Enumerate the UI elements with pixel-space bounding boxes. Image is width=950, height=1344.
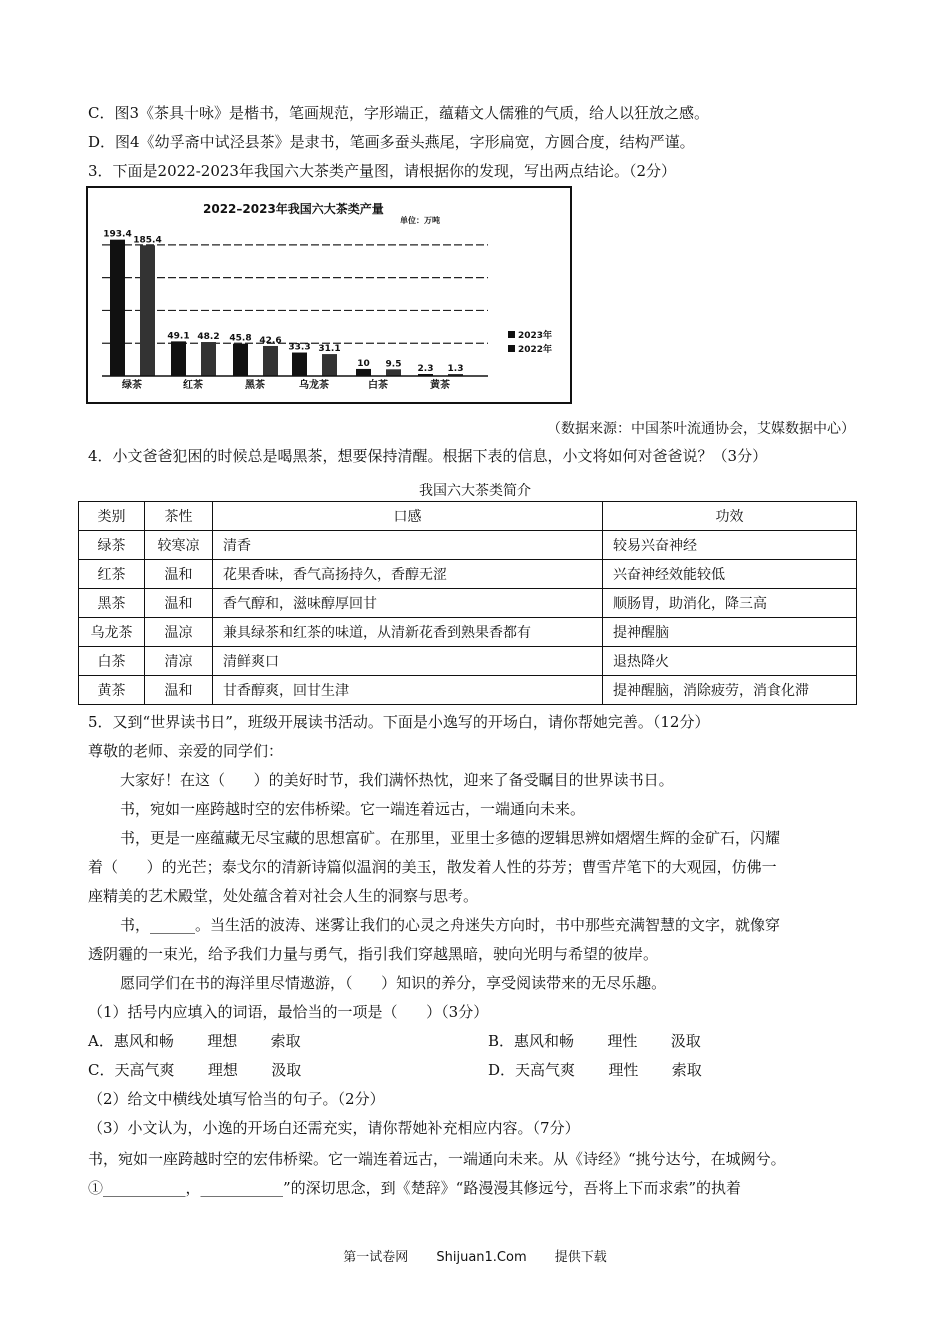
cell-taste: 兼具绿茶和红茶的味道，从清新花香到熟果香都有 bbox=[213, 618, 603, 647]
paragraph-3a: 书，更是一座蕴藏无尽宝藏的思想富矿。在那里，亚里士多德的逻辑思辨如熠熠生辉的金矿石，闪耀 bbox=[120, 829, 781, 847]
extension-line-1: 书，宛如一座跨越时空的宏伟桥梁。它一端连着远古，一端通向未来。从《诗经》“挑兮达兮，在城阙兮。 bbox=[88, 1150, 786, 1168]
legend-label: 2022年 bbox=[518, 345, 553, 355]
data-label: 33.3 bbox=[288, 342, 311, 353]
question-5: 5．又到“世界读书日”，班级开展读书活动。下面是小逸写的开场白，请你帮她完善。（12分） bbox=[88, 713, 710, 731]
data-label: 193.4 bbox=[103, 229, 132, 240]
paragraph-3b: 着（ ）的光芒；泰戈尔的清新诗篇似温润的美玉，散发着人性的芬芳；曹雪芹笔下的大观园，仿佛一 bbox=[88, 858, 777, 876]
extension-line-2: ①___________，___________”的深切思念，到《楚辞》“路漫漫其修远兮，吾将上下而求索”的执着 bbox=[88, 1179, 742, 1197]
bar-2023 bbox=[292, 353, 307, 376]
bar-2022 bbox=[322, 354, 337, 376]
question-3: 3．下面是2022-2023年我国六大茶类产量图，请根据你的发现，写出两点结论。（2分） bbox=[88, 162, 677, 180]
tea-production-chart bbox=[86, 186, 572, 404]
data-source: （数据来源：中国茶叶流通协会，艾媒数据中心） bbox=[547, 421, 855, 437]
category-label: 黄茶 bbox=[430, 380, 450, 391]
cell-effect: 退热降火 bbox=[603, 647, 857, 676]
cell-effect: 较易兴奋神经 bbox=[603, 531, 857, 560]
data-label: 49.1 bbox=[167, 331, 190, 342]
table-row bbox=[79, 676, 857, 705]
header-nature: 茶性 bbox=[145, 502, 213, 531]
page-footer bbox=[0, 1246, 950, 1265]
paragraph-3c: 座精美的艺术殿堂，处处蕴含着对社会人生的洞察与思考。 bbox=[88, 887, 479, 905]
category-label: 乌龙茶 bbox=[299, 380, 329, 391]
cell-taste: 香气醇和，滋味醇厚回甘 bbox=[213, 589, 603, 618]
paragraph-2: 书，宛如一座跨越时空的宏伟桥梁。它一端连着远古，一端通向未来。 bbox=[120, 800, 586, 818]
cell-nature: 温和 bbox=[145, 676, 213, 705]
data-label: 42.6 bbox=[259, 335, 282, 346]
category-label: 红茶 bbox=[183, 380, 203, 391]
table-row bbox=[79, 647, 857, 676]
option-d-text: D．图4《幼孚斋中试泾县茶》是隶书，笔画多蚕头燕尾，字形扁宽，方圆合度，结构严谨。 bbox=[88, 133, 695, 151]
sub-question-1: （1）括号内应填入的词语，最恰当的一项是（ ）（3分） bbox=[88, 1003, 489, 1021]
paragraph-5: 愿同学们在书的海洋里尽情遨游，（ ）知识的养分，享受阅读带来的无尽乐趣。 bbox=[120, 974, 667, 992]
table-row bbox=[79, 618, 857, 647]
table-header-row bbox=[79, 502, 857, 531]
option-c: C．天高气爽 理想 汲取 bbox=[88, 1061, 302, 1079]
table-row bbox=[79, 560, 857, 589]
table-row bbox=[79, 589, 857, 618]
paragraph-4a: 书，______。当生活的波涛、迷雾让我们的心灵之舟迷失方向时，书中那些充满智慧的文字，就像穿 bbox=[120, 916, 781, 934]
cell-category: 黄茶 bbox=[79, 676, 145, 705]
bar-2023 bbox=[171, 341, 186, 376]
bar-2023 bbox=[110, 240, 125, 376]
cell-taste: 花果香味，香气高扬持久，香醇无涩 bbox=[213, 560, 603, 589]
category-label: 绿茶 bbox=[122, 380, 142, 391]
cell-category: 黑茶 bbox=[79, 589, 145, 618]
cell-category: 绿茶 bbox=[79, 531, 145, 560]
option-d: D．天高气爽 理性 索取 bbox=[488, 1061, 702, 1079]
cell-taste: 清鲜爽口 bbox=[213, 647, 603, 676]
category-label: 黑茶 bbox=[245, 380, 265, 391]
sub-question-3: （3）小文认为，小逸的开场白还需充实，请你帮她补充相应内容。（7分） bbox=[88, 1119, 580, 1137]
data-label: 45.8 bbox=[229, 333, 252, 344]
tea-info-table bbox=[78, 501, 857, 705]
cell-category: 白茶 bbox=[79, 647, 145, 676]
header-category: 类别 bbox=[79, 502, 145, 531]
table-title: 我国六大茶类简介 bbox=[419, 483, 531, 499]
data-label: 10 bbox=[357, 358, 370, 369]
data-label: 31.1 bbox=[318, 344, 341, 355]
header-taste: 口感 bbox=[213, 502, 603, 531]
data-label: 2.3 bbox=[417, 364, 434, 374]
paragraph-1: 大家好！在这（ ）的美好时节，我们满怀热忱，迎来了备受瞩目的世界读书日。 bbox=[120, 771, 674, 789]
bar-2023 bbox=[233, 344, 248, 376]
sub-question-2: （2）给文中横线处填写恰当的句子。（2分） bbox=[88, 1090, 385, 1108]
header-effect: 功效 bbox=[603, 502, 857, 531]
question-4: 4．小文爸爸犯困的时候总是喝黑茶，想要保持清醒。根据下表的信息，小文将如何对爸爸说？（3分） bbox=[88, 447, 768, 465]
option-b: B．惠风和畅 理性 汲取 bbox=[488, 1032, 701, 1050]
data-label: 1.3 bbox=[447, 364, 464, 374]
bar-2022 bbox=[386, 369, 401, 376]
bar-2022 bbox=[140, 245, 155, 376]
bar-2023 bbox=[356, 369, 371, 376]
category-label: 白茶 bbox=[368, 380, 388, 391]
cell-category: 乌龙茶 bbox=[79, 618, 145, 647]
cell-effect: 顺肠胃，助消化，降三高 bbox=[603, 589, 857, 618]
chart-unit: 单位：万吨 bbox=[400, 216, 440, 225]
data-label: 185.4 bbox=[133, 235, 162, 246]
bar-2022 bbox=[201, 342, 216, 376]
data-label: 9.5 bbox=[385, 359, 402, 370]
cell-effect: 提神醒脑 bbox=[603, 618, 857, 647]
legend-swatch bbox=[508, 345, 515, 352]
cell-nature: 温和 bbox=[145, 560, 213, 589]
cell-effect: 提神醒脑，消除疲劳，消食化滞 bbox=[603, 676, 857, 705]
chart-plot bbox=[88, 188, 570, 402]
salutation: 尊敬的老师、亲爱的同学们： bbox=[88, 742, 284, 760]
option-a: A．惠风和畅 理想 索取 bbox=[88, 1032, 301, 1050]
data-label: 48.2 bbox=[197, 332, 220, 343]
cell-category: 红茶 bbox=[79, 560, 145, 589]
legend-swatch bbox=[508, 331, 515, 338]
cell-nature: 温和 bbox=[145, 589, 213, 618]
table-row bbox=[79, 531, 857, 560]
paragraph-4b: 透阴霾的一束光，给予我们力量与勇气，指引我们穿越黑暗，驶向光明与希望的彼岸。 bbox=[88, 945, 659, 963]
cell-nature: 温凉 bbox=[145, 618, 213, 647]
footer-site-url: Shijuan1.Com bbox=[436, 1250, 527, 1265]
cell-taste: 清香 bbox=[213, 531, 603, 560]
option-c-text: C．图3《茶具十咏》是楷书，笔画规范，字形端正，蕴藉文人儒雅的气质，给人以狂放之感。 bbox=[88, 104, 710, 122]
chart-title: 2022–2023年我国六大茶类产量 bbox=[203, 202, 384, 216]
footer-site-name: 第一试卷网 bbox=[343, 1250, 409, 1265]
cell-nature: 较寒凉 bbox=[145, 531, 213, 560]
cell-taste: 甘香醇爽，回甘生津 bbox=[213, 676, 603, 705]
cell-effect: 兴奋神经效能较低 bbox=[603, 560, 857, 589]
legend-label: 2023年 bbox=[518, 331, 553, 341]
bar-2022 bbox=[263, 346, 278, 376]
footer-note: 提供下载 bbox=[554, 1250, 607, 1265]
cell-nature: 清凉 bbox=[145, 647, 213, 676]
